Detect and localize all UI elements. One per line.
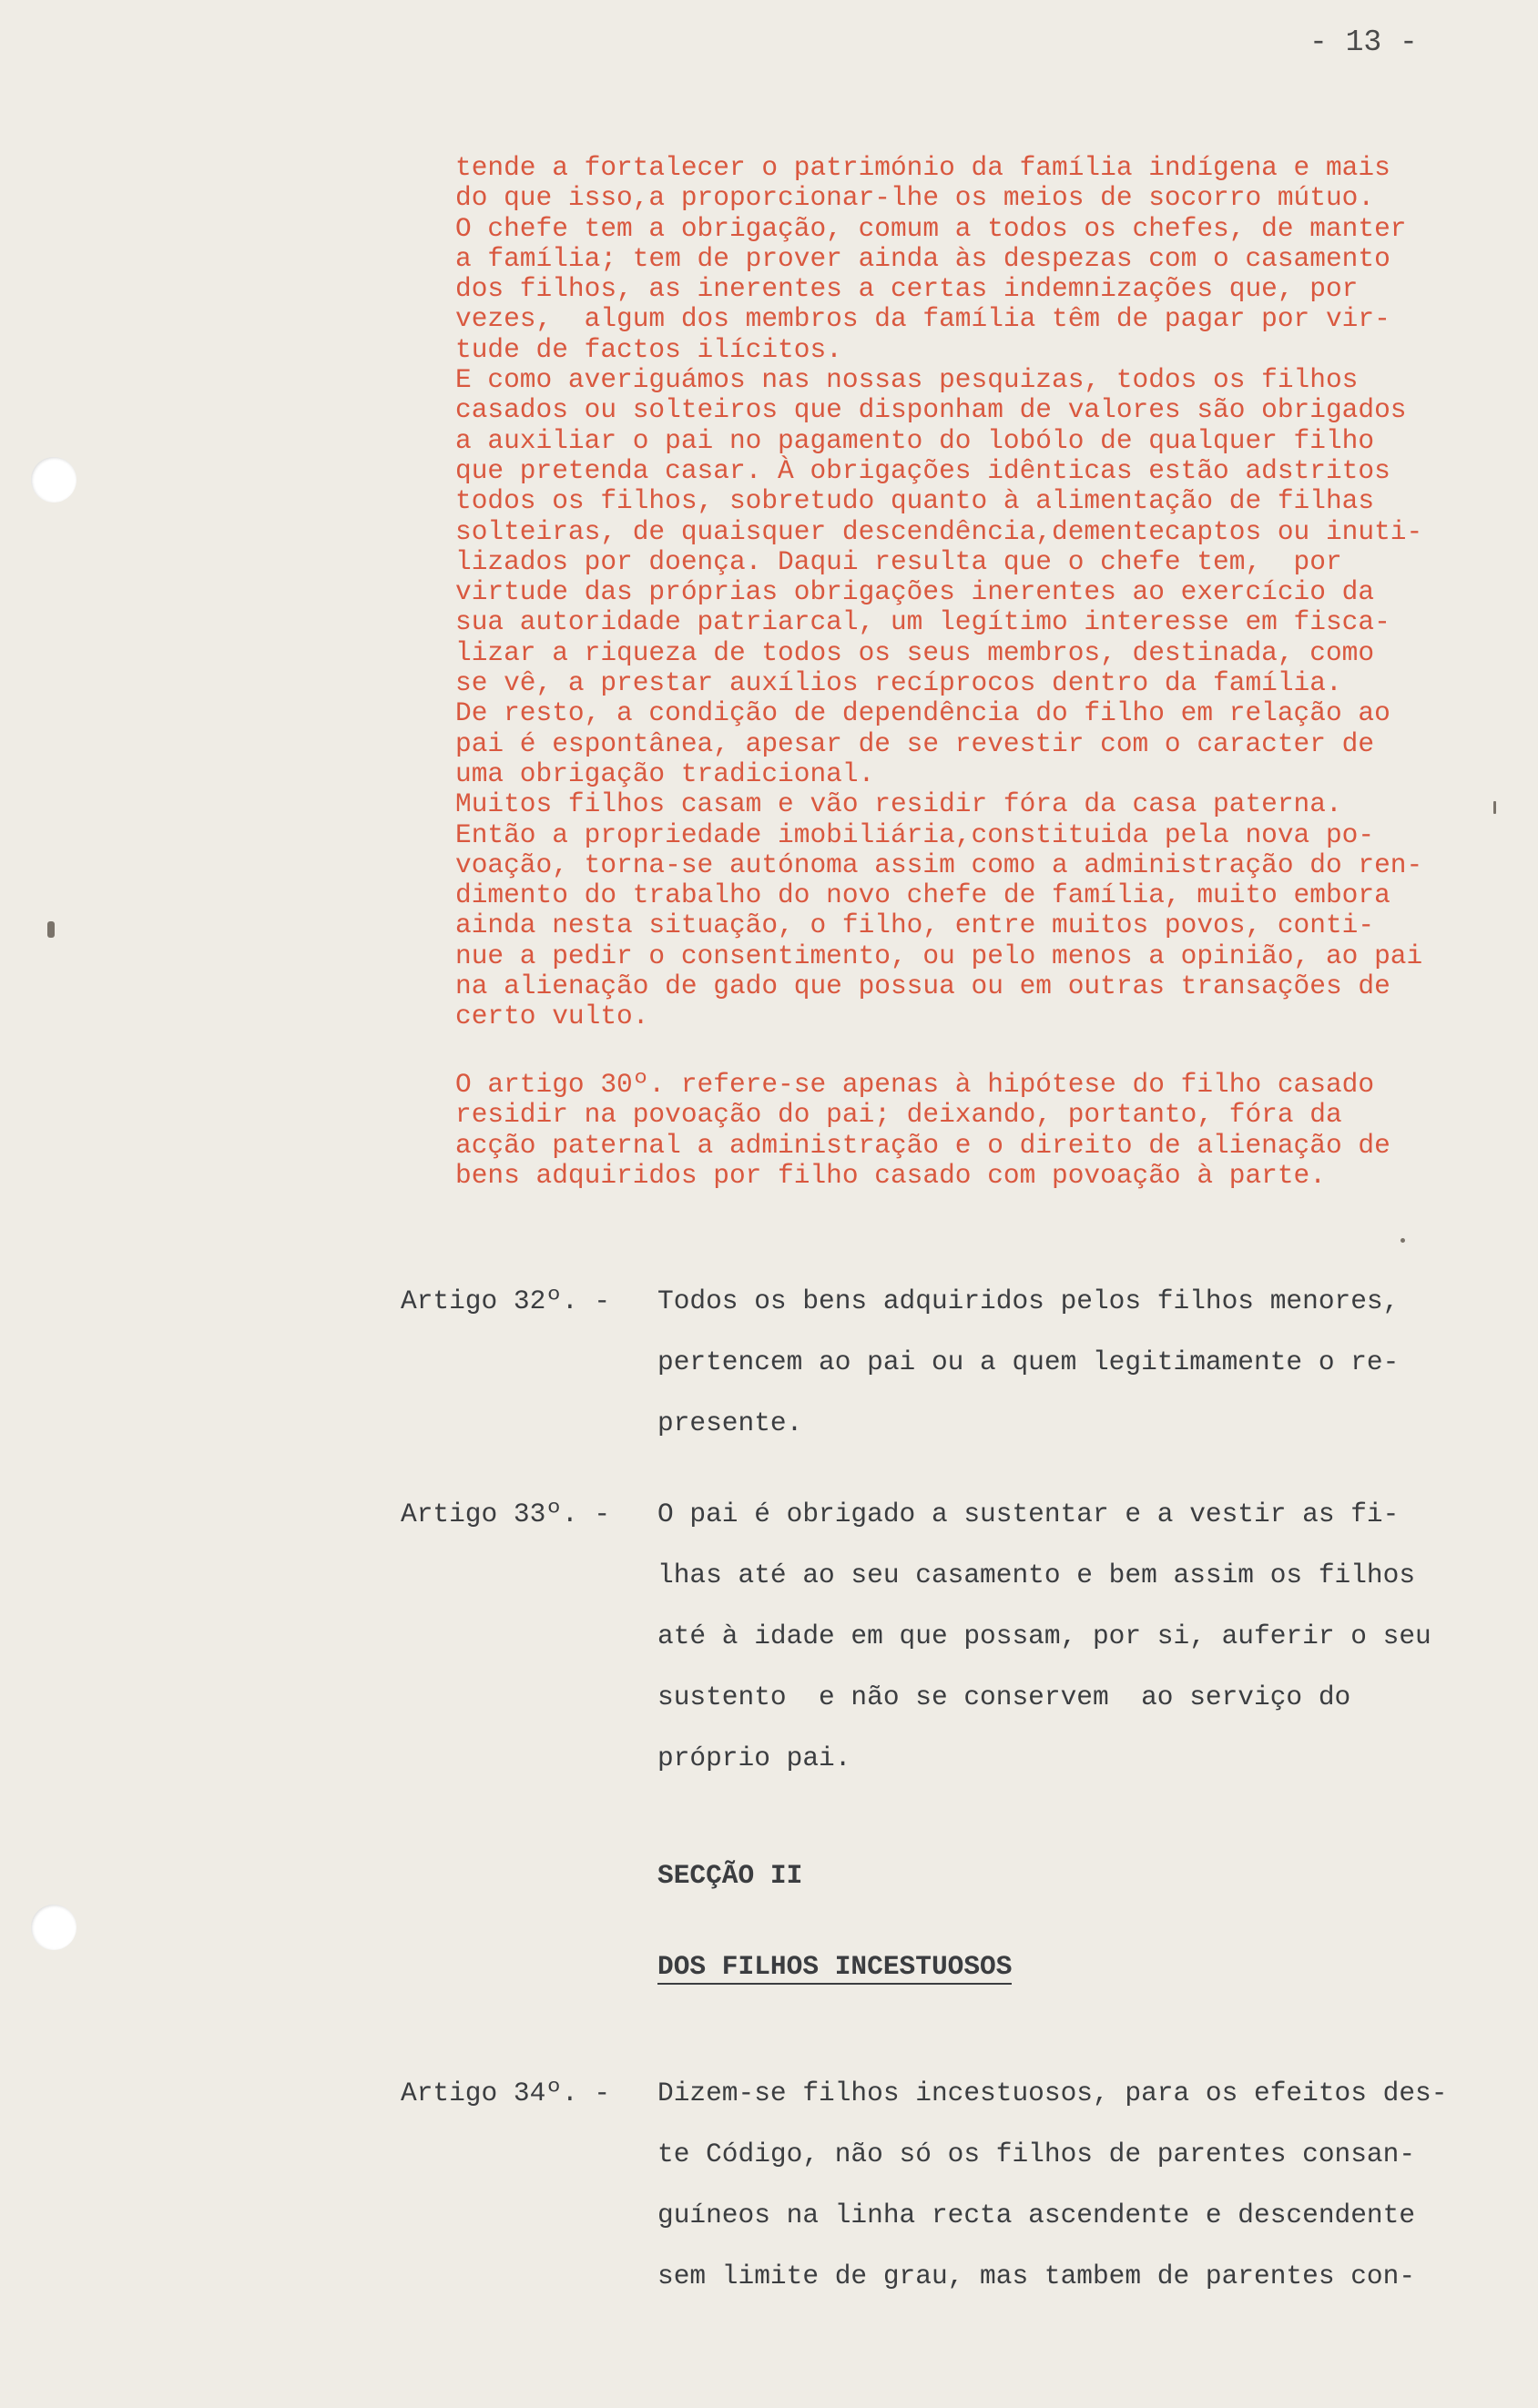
text-line: sustento e não se conservem ao serviço do <box>657 1682 1351 1712</box>
text-line: lizar a riqueza de todos os seus membros, destinada, como <box>455 636 1375 668</box>
text-line: pai é espontânea, apesar de se revestir com o caracter de <box>455 727 1375 759</box>
text-line: O pai é obrigado a sustentar e a vestir as fi- <box>657 1499 1400 1529</box>
article-label: Artigo 33º. - <box>401 1499 611 1529</box>
text-line: bens adquiridos por filho casado com povoação à parte. <box>455 1159 1326 1191</box>
text-line: lizados por doença. Daqui resulta que o chefe tem, por <box>455 545 1342 577</box>
text-line: Muitos filhos casam e vão residir fóra da casa paterna. <box>455 788 1342 820</box>
text-line: acção paternal a administração e o direito de alienação de <box>455 1129 1390 1161</box>
text-line: guíneos na linha recta ascendente e descendente <box>657 2200 1416 2230</box>
text-line: dos filhos, as inerentes a certas indemnizações que, por <box>455 273 1359 305</box>
text-line: O artigo 30º. refere-se apenas à hipótese do filho casado <box>455 1069 1375 1100</box>
paper-speck <box>1400 1238 1405 1243</box>
red-typed-block-1 <box>455 153 1530 1032</box>
text-line: tude de factos ilícitos. <box>455 333 842 365</box>
text-line: E como averiguámos nas nossas pesquizas, todos os filhos <box>455 364 1359 396</box>
section-title: SECÇÃO II <box>657 1860 803 1891</box>
section-subtitle: DOS FILHOS INCESTUOSOS <box>657 1951 1012 1985</box>
text-line: até à idade em que possam, por si, auferir o seu <box>657 1621 1431 1651</box>
text-line: nue a pedir o consentimento, ou pelo menos a opinião, ao pai <box>455 940 1423 971</box>
page-number: - 13 - <box>1309 25 1418 59</box>
text-line: lhas até ao seu casamento e bem assim os filhos <box>657 1560 1416 1590</box>
text-line: De resto, a condição de dependência do filho em relação ao <box>455 697 1390 729</box>
text-line: que pretenda casar. À obrigações idênticas estão adstritos <box>455 454 1390 486</box>
text-line: uma obrigação tradicional. <box>455 757 875 789</box>
text-line: casados ou solteiros que disponham de valores são obrigados <box>455 394 1407 426</box>
text-line: virtude das próprias obrigações inerentes ao exercício da <box>455 576 1375 608</box>
text-line: residir na povoação do pai; deixando, portanto, fóra da <box>455 1099 1342 1131</box>
text-line: Então a propriedade imobiliária,constituida pela nova po- <box>455 818 1375 850</box>
text-line: todos os filhos, sobretudo quanto à alimentação de filhas <box>455 485 1375 517</box>
text-line: se vê, a prestar auxílios recíprocos dentro da família. <box>455 667 1342 699</box>
text-line: do que isso,a proporcionar-lhe os meios de socorro mútuo. <box>455 182 1375 214</box>
red-typed-block-2 <box>455 1070 1530 1191</box>
text-line: voação, torna-se autónoma assim como a administração do ren- <box>455 848 1423 880</box>
text-line: O chefe tem a obrigação, comum a todos os chefes, de manter <box>455 212 1407 244</box>
text-line: te Código, não só os filhos de parentes consan- <box>657 2139 1416 2169</box>
text-line: ainda nesta situação, o filho, entre muitos povos, conti- <box>455 909 1375 941</box>
text-line: vezes, algum dos membros da família têm de pagar por vir- <box>455 303 1390 335</box>
text-line: sua autoridade patriarcal, um legítimo interesse em fisca- <box>455 606 1390 638</box>
text-line: na alienação de gado que possua ou em outras transações de <box>455 970 1390 1002</box>
text-line: Todos os bens adquiridos pelos filhos menores, <box>657 1285 1400 1316</box>
text-line: certo vulto. <box>455 1001 649 1032</box>
text-line: tende a fortalecer o património da família indígena e mais <box>455 152 1390 183</box>
text-line: solteiras, de quaisquer descendência,dementecaptos ou inuti- <box>455 515 1423 547</box>
punch-hole-top <box>31 457 76 503</box>
article-label: Artigo 32º. - <box>401 1285 611 1316</box>
text-line: sem limite de grau, mas tambem de parentes con- <box>657 2261 1416 2291</box>
punch-hole-bottom <box>31 1905 76 1950</box>
text-line: Dizem-se filhos incestuosos, para os efeitos des- <box>657 2078 1448 2108</box>
text-line: próprio pai. <box>657 1742 851 1773</box>
text-line: dimento do trabalho do novo chefe de família, muito embora <box>455 879 1390 911</box>
text-line: a auxiliar o pai no pagamento do lobólo de qualquer filho <box>455 424 1375 456</box>
article-label: Artigo 34º. - <box>401 2078 611 2108</box>
article-text <box>657 1271 1527 1454</box>
text-line: pertencem ao pai ou a quem legitimamente o re- <box>657 1346 1400 1377</box>
article-text <box>657 2063 1527 2307</box>
paper-speck <box>47 921 55 938</box>
text-line: a família; tem de prover ainda às despezas com o casamento <box>455 242 1390 274</box>
text-line: presente. <box>657 1407 803 1438</box>
article-text <box>657 1484 1527 1789</box>
